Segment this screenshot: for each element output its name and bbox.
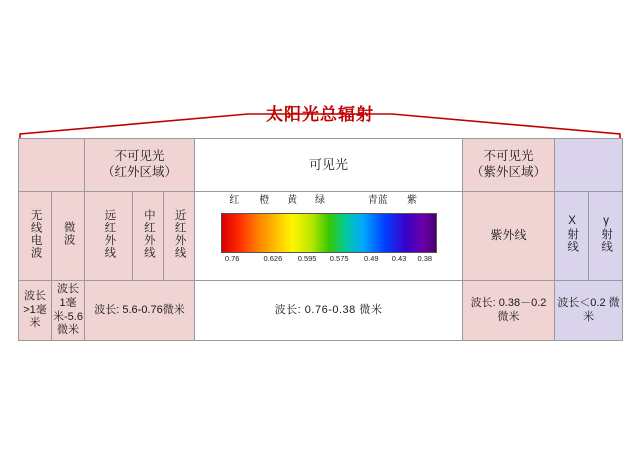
wavelength-radio-wave: 波长>1毫米 bbox=[19, 281, 52, 340]
color-label-cyan-blue: 青蓝 bbox=[367, 195, 388, 206]
header-infrared-line2: （红外区域） bbox=[101, 165, 177, 179]
header-empty-left bbox=[19, 139, 85, 192]
color-label-red: 红 bbox=[229, 195, 240, 206]
tick-0-38: 0.38 bbox=[417, 254, 433, 263]
band-x-ray-label: X射线 bbox=[566, 214, 579, 253]
title-bracket bbox=[18, 112, 622, 140]
header-empty-right bbox=[555, 139, 623, 192]
spectrum-tick-labels bbox=[222, 254, 436, 268]
header-uv-line2: （紫外区域） bbox=[470, 165, 546, 179]
header-ultraviolet-group bbox=[463, 139, 555, 192]
wavelength-visible: 波长: 0.76-0.38 微米 bbox=[195, 281, 463, 341]
tick-0-575: 0.575 bbox=[329, 254, 349, 263]
header-infrared-line1: 不可见光 bbox=[114, 149, 165, 164]
band-mid-infrared-label: 中红外线 bbox=[142, 208, 155, 259]
band-near-infrared-label: 近红外线 bbox=[173, 208, 186, 259]
header-infrared-group bbox=[85, 139, 195, 192]
band-x-ray bbox=[555, 192, 589, 280]
wavelength-infrared: 波长: 5.6-0.76微米 bbox=[85, 281, 195, 341]
band-radio-microwave-cell bbox=[19, 192, 85, 281]
color-label-violet: 紫 bbox=[406, 195, 417, 206]
page-title: 太阳光总辐射 bbox=[266, 105, 374, 124]
wavelength-xray-gamma: 波长＜0.2 微米 bbox=[555, 281, 623, 341]
band-far-infrared bbox=[85, 192, 133, 280]
band-radio-wave bbox=[19, 192, 52, 280]
wavelength-microwave: 波长 1毫米-5.6微米 bbox=[52, 281, 85, 340]
wavelength-radio-microwave-cell bbox=[19, 281, 85, 341]
band-infrared-cell bbox=[85, 192, 195, 281]
spectrum-bar bbox=[221, 213, 437, 253]
band-gamma-ray bbox=[589, 192, 623, 280]
header-visible-line1: 可见光 bbox=[308, 156, 348, 172]
header-uv-line1: 不可见光 bbox=[483, 149, 534, 164]
spectrum-graphic bbox=[196, 195, 461, 277]
tick-0-76: 0.76 bbox=[224, 254, 240, 263]
tick-0-595: 0.595 bbox=[297, 254, 317, 263]
table-band-row bbox=[19, 192, 623, 281]
wavelength-ultraviolet: 波长: 0.38－0.2 微米 bbox=[463, 281, 555, 341]
color-label-green: 绿 bbox=[314, 195, 325, 206]
header-visible-group bbox=[195, 139, 463, 192]
spectrum-color-labels bbox=[222, 195, 436, 211]
table-wavelength-row bbox=[19, 281, 623, 341]
band-microwave-label: 微波 bbox=[62, 221, 75, 247]
visible-spectrum-cell bbox=[195, 192, 463, 281]
tick-0-626: 0.626 bbox=[263, 254, 283, 263]
band-xray-gamma-cell bbox=[555, 192, 623, 281]
table-header-row bbox=[19, 139, 623, 192]
band-microwave bbox=[52, 192, 85, 280]
band-far-infrared-label: 远红外线 bbox=[103, 208, 116, 259]
band-mid-infrared bbox=[133, 192, 164, 280]
color-label-orange: 橙 bbox=[259, 195, 270, 206]
tick-0-43: 0.43 bbox=[391, 254, 407, 263]
band-ultraviolet-label: 紫外线 bbox=[490, 228, 527, 243]
spectrum-table bbox=[18, 138, 623, 341]
band-radio-wave-label: 无线电波 bbox=[29, 208, 42, 259]
band-near-infrared bbox=[163, 192, 194, 280]
tick-0-49: 0.49 bbox=[363, 254, 379, 263]
color-label-yellow: 黄 bbox=[287, 195, 298, 206]
band-ultraviolet bbox=[463, 192, 555, 281]
band-gamma-ray-label: γ射线 bbox=[600, 214, 613, 253]
